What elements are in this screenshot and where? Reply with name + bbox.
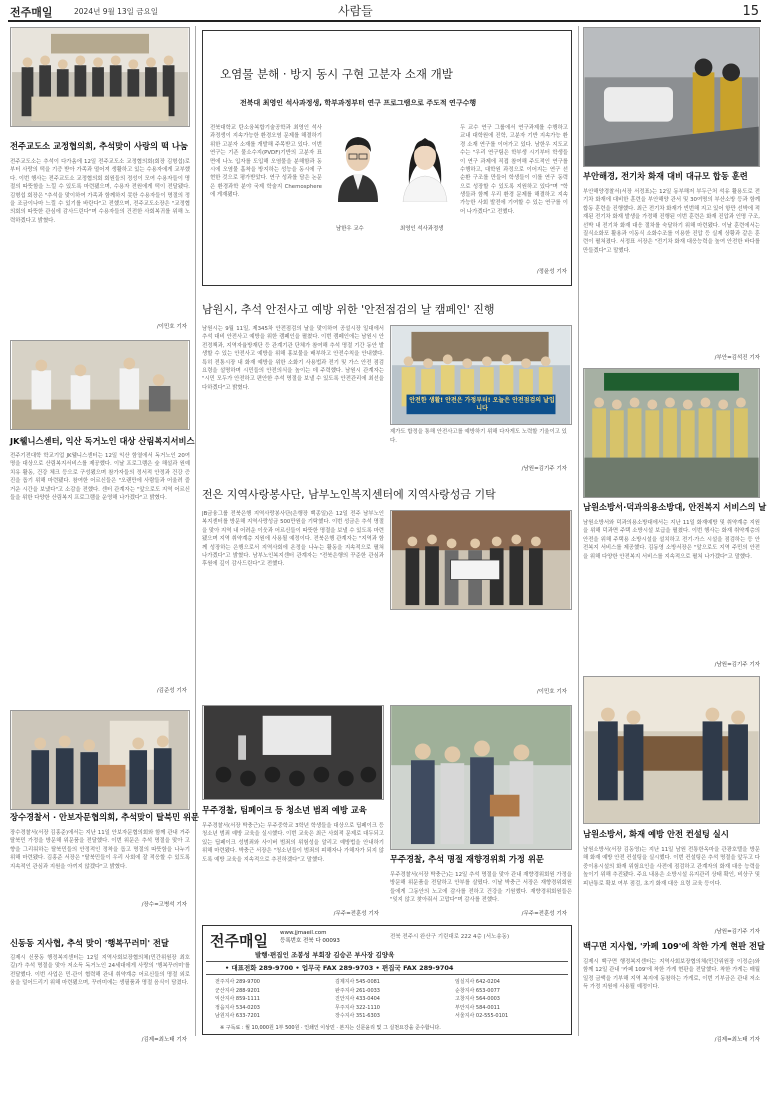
byline: /무주=전훈성 기자 bbox=[521, 911, 567, 917]
campaign-banner: 안전한 생활! 안전은 가정부터! 오늘은 안전점검의 날입니다 bbox=[409, 397, 555, 412]
footer-rule bbox=[206, 961, 568, 962]
byline: /장수=고병석 기자 bbox=[141, 902, 187, 908]
paper-masthead: 전주매일 bbox=[10, 6, 53, 19]
portrait-caption: 최영인 석사과정생 bbox=[400, 226, 444, 232]
photo-prison-donation bbox=[10, 27, 190, 127]
directory-col: 전주지사 289-9700 군산지사 288-9201 익산지사 859-1111 정읍지사 534-0203 남원지사 633-7201 bbox=[215, 979, 260, 1019]
directory-col: 김제지사 545-0081 완주지사 261-0033 진안지사 433-0404 무주지사 322-1110 장수지사 351-6303 bbox=[335, 979, 380, 1019]
article-body: 무주경찰서(서장 박충근)는 12일 추석 명절을 맞아 관내 재향경위회원 가정을 방문해 위문품을 전달하고 안부를 살폈다. 이날 박충근 서장은 재향경위회원들에게 그동안의 노고에 감사를 전하고 건강을 기원했다. 재향경위회원들은 "잊지 않고 찾아줘서 고맙다"며 감사를 전했다. bbox=[390, 872, 572, 904]
photo-fire-volunteers bbox=[583, 368, 760, 498]
footer-rule bbox=[206, 974, 568, 975]
byline: /정윤성 기자 bbox=[536, 269, 567, 275]
photo-caption: 제가도 합정을 통해 안전사고를 예방하기 위해 다자게도 노력할 기울이고 있다. bbox=[390, 429, 567, 444]
article-body: JB금융그룹 전북은행 지역사랑봉사단(은행장 백종일)은 12일 전주 남부노인복지센터를 방문해 지역사랑성금 500만원을 기탁했다. 이번 성금은 추석 명절을 맞아 지역 내 어려운 이웃과 어르신들이 따뜻한 명절을 보낼 수 있도록 마련됐으며 지역 취약계층 지원에 사용될 예정이다. 전북은행 관계자는 "지역과 함께 성장하는 은행으로서 지역사회에 온정을 나누는 활동을 지속적으로 펼쳐 나가겠다"고 밝혔다. 남부노인복지센터 관계자는 "전북은행의 꾸준한 관심과 후원에 깊이 감사드린다"고 전했다. bbox=[202, 511, 384, 568]
photo-deepfake-education bbox=[202, 705, 384, 800]
headline: 전주교도소 교정협의회, 추석맞이 사랑의 떡 나눔 bbox=[10, 141, 188, 151]
tel-line: • 대표전화 289-9700 • 업무국 FAX 289-9703 • 편집국 FAX 289-9704 bbox=[225, 964, 454, 972]
article-body: 김제시 백구면 행정복지센터는 지역사회보장협의체(민간위원장 이정순)와 함께 12일 관내 '카페 109'에 착한 가게 현판을 전달했다. 착한 가게는 매월 일정 금액을 기부해 지역 복지에 동참하는 가게로, 이번 기부금은 관내 저소득 가정 지원에 사용될 예정이다. bbox=[583, 959, 760, 991]
article-body: 전주기전대학 학교기업 JK웰니스센터는 12일 익산 함열에서 독거노인 20여명을 대상으로 산림복지서비스를 제공했다. 이날 프로그램은 숲 해설과 원예 치유 활동, 건강 체크 등으로 구성됐으며 참가자들의 정서적 안정과 건강 증진을 돕기 위해 마련됐다. 참여한 어르신들은 "오랜만에 사람들과 어울려 즐거운 시간을 보냈다"고 소감을 전했다. 센터 관계자는 "앞으로도 지역 어르신들을 위한 다양한 산림복지 프로그램을 운영해 나가겠다"고 밝혔다. bbox=[10, 453, 190, 501]
byline: /무주=전훈성 기자 bbox=[333, 911, 379, 917]
byline: /남원=김기주 기자 bbox=[714, 929, 760, 935]
page-number: 15 bbox=[742, 4, 759, 19]
photo-jangsu-police bbox=[10, 710, 190, 810]
column-rule bbox=[195, 26, 196, 1036]
article-body: 장수경찰서(서장 김홍준)에서는 지난 11일 안보자문협의회와 함께 관내 거주 탈북민 가정을 방문해 위문품을 전달했다. 이번 위문은 추석 명절을 맞아 고향을 그리워하는 탈북민들의 안정적인 정착을 돕고 명절의 따뜻함을 나누기 위해 마련됐다. 김홍준 서장은 "탈북민들이 우리 사회에 잘 적응할 수 있도록 지속적인 관심과 지원을 아끼지 않겠다"고 밝혔다. bbox=[10, 830, 190, 870]
byline: /부안=김석진 기자 bbox=[714, 355, 760, 361]
article-body: 무주경찰서(서장 박충근)는 무주중학교 3학년 학생들을 대상으로 딥페이크 등 청소년 범죄 예방 교육을 실시했다. 이번 교육은 최근 사회적 문제로 대두되고 있는 딥페이크 성범죄와 사이버 범죄의 위험성을 알리고 예방법을 안내하기 위해 마련됐다. 박충근 서장은 "청소년들이 범죄의 피해자나 가해자가 되지 않도록 예방 교육을 지속적으로 추진하겠다"고 말했다. bbox=[202, 823, 384, 863]
headline: JK웰니스센터, 익산 독거노인 대상 산림복지서비스 bbox=[10, 436, 195, 446]
feature-headline: 오염물 분해 · 방지 동시 구현 고분자 소재 개발 bbox=[220, 67, 453, 81]
directory-col: 임실지사 642-0204 순창지사 653-0077 고창지사 564-0003 부안지사 584-0011 서울지사 02-555-0101 bbox=[455, 979, 509, 1019]
issue-date: 2024년 9월 13일 금요일 bbox=[74, 7, 159, 16]
headline: 무주경찰, 추석 명절 재향경위회 가정 위문 bbox=[390, 854, 544, 864]
byline: /남원=김기주 기자 bbox=[521, 466, 567, 472]
byline: /남원=김기주 기자 bbox=[714, 662, 760, 668]
footer-address: 전북 전주시 완산구 기린대로 222 4층 (서노송동) bbox=[390, 934, 510, 940]
feature-subhead: 전북대 최영인 석사과정생, 학부과정부터 연구 프로그램으로 주도적 연구수행 bbox=[240, 99, 477, 107]
photo-safety-campaign bbox=[390, 325, 572, 425]
photo-bank-donation bbox=[390, 510, 572, 610]
photo-ev-fire-drill bbox=[583, 27, 760, 167]
headline: 백구면 지사협, '카페 109'에 착한 가게 현판 전달 bbox=[583, 941, 766, 951]
footer-registration: 등록번호 전북 다 00093 bbox=[280, 938, 340, 944]
article-body: 부안해양경찰서(서장 서정표)는 12일 동부해저 부두근처 석유 활용도로 전기차 화재에 대비한 훈련을 부안해양 관서 및 30여명의 부산소방 등과 함께 합동 훈련을 진행했다. 최근 전기차 화재가 빈번해 지고 있어 항만 선박에 적재된 전기차 화재 발생을 가정해 진행된 이번 훈련은 화재 진압과 인명 구조, 선박 내 전기차 화재 대응 절차를 숙달하기 위해 마련됐다. 이날 훈련에서는 질식소화포 활용과 이동식 소화수조를 이용한 진압 등 실제 상황과 같은 훈련이 펼쳐졌다. 서정표 서장은 "전기차 화재 대응능력을 높여 안전한 바다를 만들겠다"고 말했다. bbox=[583, 189, 760, 254]
photo-veteran-visit bbox=[390, 705, 572, 850]
article-body: 전주교도소는 추석이 다가옴에 12일 전주교도소 교정협의회(회장 김형섭)로부터 사랑의 떡을 기증 받아 가족과 떨어져 생활하고 있는 수용자에게 교부했다. 이번 행사는 전주교도소 교정협의회 회원들의 정성이 모여 수용자들이 명절의 따뜻함을 느낄 수 있도록 마련됐으며, 수용자 전원에게 떡이 전달됐다. 김형섭 회장은 "추석을 맞이하여 가족과 함께하지 못한 수용자들이 명절의 정을 조금이나마 느낄 수 있기를 바란다"고 전했으며, 전주교도소장은 "교정협의회의 따뜻한 관심에 감사드린다"며 수용자들의 건전한 사회복귀를 위해 노력하겠다고 밝혔다. bbox=[10, 159, 190, 224]
article-body: 남원소방서(서장 김동영)는 지난 11일 남원 전통한옥마을 관광호텔을 방문해 화재 예방 안전 컨설팅을 실시했다. 이번 컨설팅은 추석 명절을 앞두고 다중이용시설의 화재 위험요인을 사전에 점검하고 관계자의 화재 대응 능력을 높이기 위해 추진됐다. 주요 내용은 소방시설 유지관리 상태 확인, 비상구 및 피난통로 확보 여부 점검, 초기 화재 대응 요령 교육 등이다. bbox=[583, 847, 760, 887]
footer-notice: ※ 구독료 : 월 10,000원 1부 500원 · 인쇄인 이상민 · 본지는 신문윤리 및 그 실천요강을 준수합니다. bbox=[220, 1025, 441, 1031]
photo-wellness-center bbox=[10, 340, 190, 430]
headline: 무주경찰, 팀페이크 등 청소년 범죄 예방 교육 bbox=[202, 805, 367, 815]
byline: /이민호 기자 bbox=[536, 689, 567, 695]
article-body-continued bbox=[390, 615, 572, 688]
footer-masthead: 전주매일 bbox=[210, 932, 268, 950]
headline: 부안해경, 전기차 화재 대비 대규모 합동 훈련 bbox=[583, 171, 748, 181]
headline: 신동동 지사협, 추석 맞이 '행복꾸러미' 전달 bbox=[10, 938, 169, 948]
header-rule bbox=[8, 20, 761, 22]
portrait-student bbox=[395, 124, 455, 202]
byline: /김제=최노태 기자 bbox=[141, 1037, 187, 1043]
article-body: 남원소방서와 덕과의용소방대에서는 지난 11일 화재예방 및 취약계층 지원을 위해 덕과면 주택 소방시설 보급을 펼쳤다. 이번 행사는 화재 취약계층의 안전을 위해 주택용 소방시설을 설치하고 전기·가스 시설을 점검하는 등 안전복지 서비스를 제공했다. 김동영 소방서장은 "앞으로도 지역 주민의 안전을 위해 다양한 안전복지 서비스를 지속적으로 펼쳐 나가겠다"고 말했다. bbox=[583, 520, 760, 560]
headline: 전은 지역사랑봉사단, 남부노인복지센터에 지역사랑성금 기탁 bbox=[202, 488, 496, 501]
publisher-line: 발행·편집인 조봉성 부회장 김승곤 부사장 김양욱 bbox=[255, 951, 395, 959]
byline: /이민호 기자 bbox=[156, 324, 187, 330]
article-body: 전북대학교 탄소융복합기술공학과 최영인 석사과정생이 지속가능한 환경오염 문제를 해결하기 위한 고분자 소재를 개발해 주목받고 있다. 이번 연구는 기존 물소수지(PVDF)기반의 고분자 표면에 나노 입자를 도입해 오염물을 분해함과 동시에 오염물 흡착을 방지하는 성능을 동시에 구현한 것으로 평가받았다. 연구 성과를 담은 논문은 환경과학 분야 국제 학술지 Chemosphere에 게재됐다. bbox=[210, 125, 322, 198]
headline: 남원소방서, 화재 예방 안전 컨설팅 실시 bbox=[583, 829, 729, 839]
headline: 남원소방서·덕과의용소방대, 안전복지 서비스의 날 bbox=[583, 502, 767, 512]
section-title: 사람들 bbox=[338, 4, 373, 18]
article-body: 두 교수 연구 그룹에서 연구과제를 수행하고 교내 대학원에 진학, 고분자 기반 지속가능 환경 소재 연구를 이어가고 있다. 남한우 지도교수는 "우리 연구팀은 학부생 시기부터 학생들이 연구 과제에 직접 참여해 주도적인 연구를 수행하고, 대학원 과정으로 이어지는 연구 선순환 구조를 만들어 학생들이 이를 연구 동력으로 성장할 수 있도록 지원하고 있다"며 "학생들과 함께 우리 환경 문제를 해결하고 지속가능한 사회 발전에 기여할 수 있는 연구를 이어 나가겠다"고 전했다. bbox=[460, 125, 568, 215]
headline: 장수경찰서 · 안보자문협의회, 추석맞이 탈북민 위문 bbox=[10, 812, 200, 822]
footer-website[interactable]: www.jjmaeil.com bbox=[280, 930, 327, 936]
article-body: 남원시는 9월 11일, 제345차 안전점검의 날을 맞이하여 공설시장 일대에서 추석 대비 안전사고 예방을 위한 캠페인을 펼쳤다. 이번 캠페인에는 남원시 안전정책과, 지역자율방재단 등 관계기관 단체가 참여해 추석 명절 기간 동안 발생할 수 있는 안전사고 예방을 위해 홍보물을 배부하고 안전수칙을 안내했다. 특히 전통시장 내 화재 예방을 위한 소화기 사용법과 전기 및 가스 안전 점검 요령을 설명하며 시민들의 안전의식을 높이는 데 주력했다. 남원시 관계자는 "시민 모두가 안전하고 편안한 추석 명절을 보낼 수 있도록 안전관리에 최선을 다하겠다"고 밝혔다. bbox=[202, 326, 384, 391]
byline: /김제=최노태 기자 bbox=[714, 1037, 760, 1043]
headline: 남원시, 추석 안전사고 예방 위한 '안전점검의 날 캠페인' 진행 bbox=[202, 303, 495, 316]
byline: /김준성 기자 bbox=[156, 688, 187, 694]
article-body: 김제시 신풍동 행정복지센터는 12일 지역사회보장협의체(민간위원장 최호길)가 추석 명절을 맞아 저소득 독거노인 24세대에게 사랑의 '행복꾸러미'를 전달했다. 이번 사업은 민·관이 협력해 관내 취약계층 어르신들의 명절 외로움을 덜어드리기 위해 마련됐으며, 꾸러미에는 생필품과 명절 음식이 담겼다. bbox=[10, 955, 190, 987]
portrait-caption: 남한우 교수 bbox=[336, 226, 364, 232]
photo-fire-consulting bbox=[583, 676, 760, 824]
column-rule bbox=[578, 26, 579, 1036]
portrait-professor bbox=[328, 124, 388, 202]
